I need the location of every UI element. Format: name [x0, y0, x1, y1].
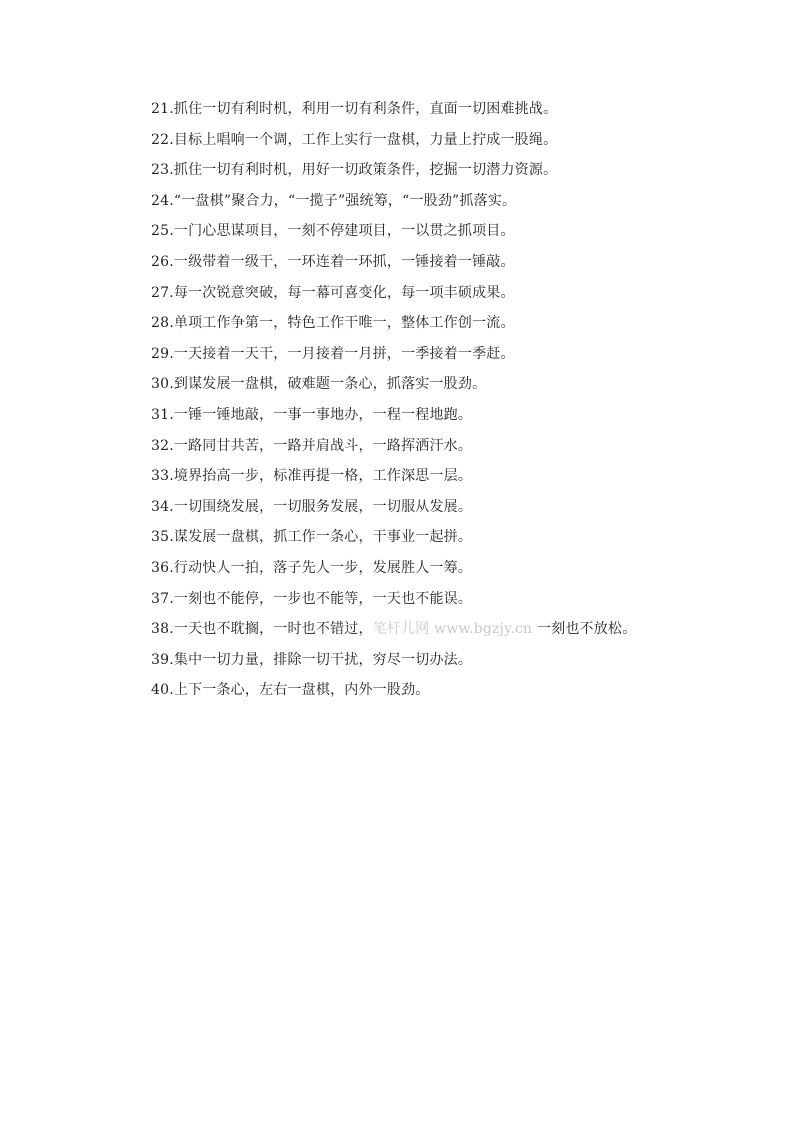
item-text: 谋发展一盘棋，抓工作一条心，干事业一起拼。 [173, 529, 473, 546]
item-number: 21. [151, 101, 174, 117]
list-item [151, 369, 751, 400]
list-item [151, 125, 751, 156]
item-number: 34. [151, 498, 174, 515]
item-text: 境界抬高一步，标准再提一格，工作深思一层。 [173, 468, 473, 485]
item-text: 单项工作争第一，特色工作干唯一，整体工作创一流。 [173, 315, 515, 332]
item-number: 23. [151, 162, 174, 179]
item-text: 抓住一切有利时机，用好一切政策条件，挖掘一切潜力资源。 [173, 162, 558, 179]
item-text: 一路同甘共苦，一路并肩战斗，一路挥洒汗水。 [173, 437, 473, 454]
item-number: 30. [151, 376, 174, 393]
item-text: “一盘棋”聚合力，“一揽子”强统筹，“一股劲”抓落实。 [173, 192, 517, 209]
item-text: 一级带着一级干，一环连着一环抓，一锤接着一锤敲。 [173, 253, 515, 270]
item-number: 22. [151, 131, 174, 148]
list-item [151, 645, 751, 676]
item-text: 集中一切力量，排除一切干扰，穷尽一切办法。 [173, 651, 473, 668]
item-number: 35. [151, 529, 174, 546]
item-number: 40. [151, 682, 174, 699]
item-number: 38. [151, 621, 174, 638]
item-number: 25. [151, 223, 174, 240]
item-number: 39. [151, 651, 174, 668]
list-item [151, 339, 751, 370]
item-text: 一切围绕发展，一切服务发展，一切服从发展。 [173, 498, 473, 515]
list-item [151, 675, 751, 706]
item-text: 上下一条心，左右一盘棋，内外一股劲。 [173, 682, 430, 699]
list-item [151, 614, 751, 645]
list-item [151, 492, 751, 523]
item-text: 一天接着一天干，一月接着一月拼，一季接着一季赶。 [173, 345, 515, 362]
item-number: 27. [151, 284, 174, 301]
item-number: 31. [151, 406, 174, 423]
item-text: 每一次锐意突破，每一幕可喜变化，每一项丰硕成果。 [173, 284, 515, 301]
list-item [151, 155, 751, 186]
item-number: 26. [151, 253, 174, 270]
item-text: 到谋发展一盘棋，破难题一条心，抓落实一股劲。 [173, 376, 487, 393]
item-number: 32. [151, 437, 174, 454]
list-item [151, 461, 751, 492]
item-number: 37. [151, 590, 174, 607]
list-item [151, 216, 751, 247]
item-number: 33. [151, 468, 174, 485]
list-item [151, 431, 751, 462]
item-text: 一刻也不能停，一步也不能等，一天也不能误。 [173, 590, 473, 607]
list-item [151, 94, 751, 125]
list-item [151, 186, 751, 217]
item-text-after: 一刻也不放松。 [532, 621, 637, 638]
list-item [151, 522, 751, 553]
item-text: 一门心思谋项目，一刻不停建项目，一以贯之抓项目。 [173, 223, 515, 240]
list-item [151, 584, 751, 615]
item-text: 目标上唱响一个调，工作上实行一盘棋，力量上拧成一股绳。 [173, 131, 558, 148]
item-text-before: 一天也不耽搁，一时也不错过， [173, 621, 373, 638]
item-number: 29. [151, 345, 174, 362]
list-item [151, 247, 751, 278]
list-item [151, 553, 751, 584]
slogan-list [151, 94, 751, 706]
item-text: 一锤一锤地敲，一事一事地办，一程一程地跑。 [173, 406, 473, 423]
list-item [151, 278, 751, 309]
list-item [151, 308, 751, 339]
item-text: 抓住一切有利时机，利用一切有利条件，直面一切困难挑战。 [173, 101, 558, 117]
item-text: 行动快人一拍，落子先人一步，发展胜人一筹。 [173, 559, 473, 576]
item-number: 36. [151, 559, 174, 576]
item-number: 28. [151, 315, 174, 332]
watermark-text: 笔杆儿网 www.bgzjy.cn [372, 621, 533, 638]
item-number: 24. [151, 192, 174, 209]
list-item [151, 400, 751, 431]
